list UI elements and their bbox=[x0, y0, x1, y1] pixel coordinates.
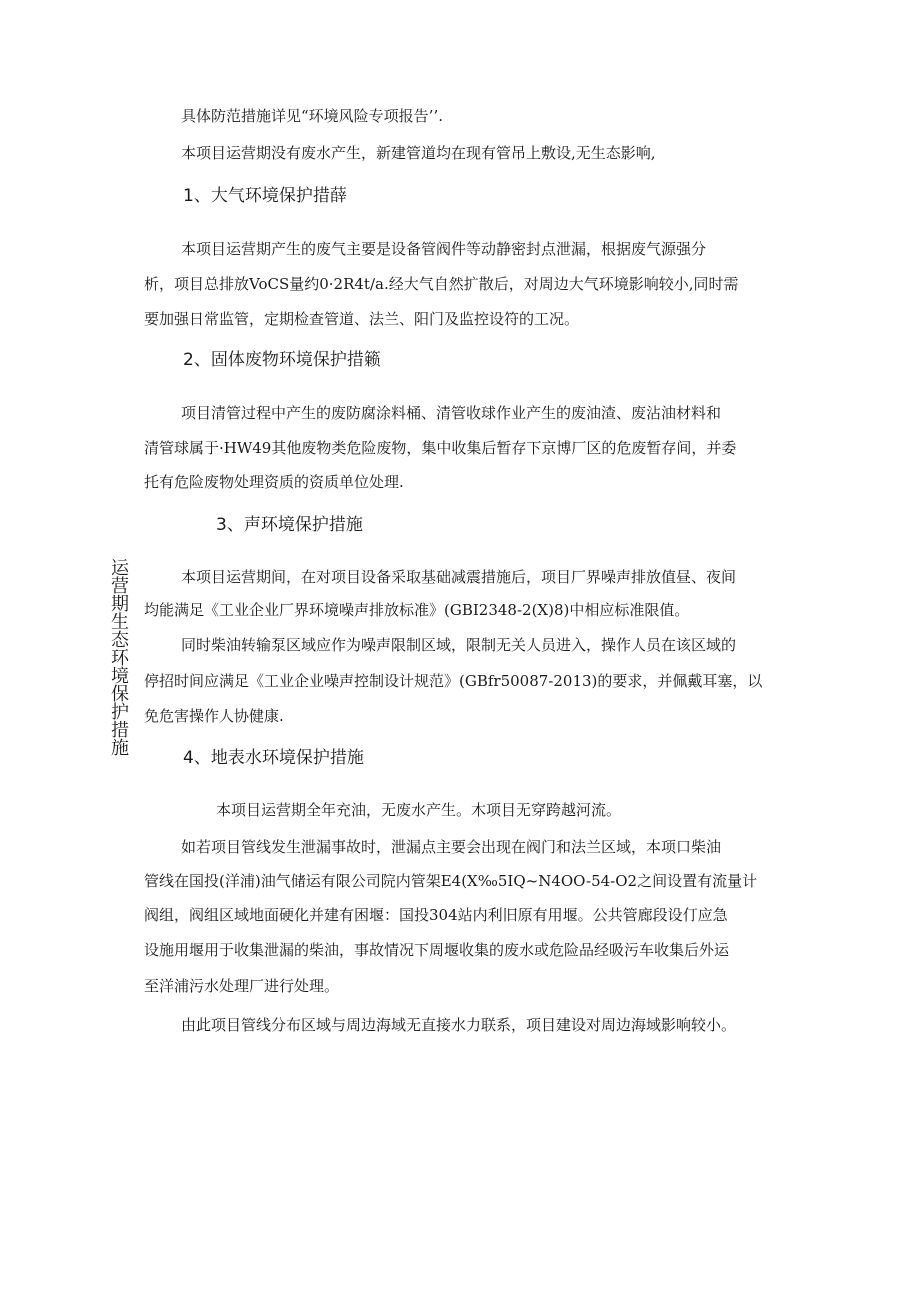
water-paragraph-line-2: 如若项目管线发生泄漏事故时，泄漏点主要会出现在阀门和法兰区域，本项口柴油 bbox=[181, 838, 722, 856]
section-heading-solid-waste: 2、固体废物环境保护措籁 bbox=[183, 350, 381, 370]
intro-line-1: 具体防范措施详见“环境风险专项报告’’. bbox=[181, 107, 443, 125]
noise-paragraph-line-1: 本项目运营期间，在对项目设备采取基础减震措施后，项目厂界噪声排放值昼、夜间 bbox=[181, 568, 737, 586]
water-paragraph-line-6: 至洋浦污水处理厂进行处理。 bbox=[144, 977, 340, 995]
noise-paragraph-line-4: 停招时间应满足《工业企业噪声控制设计规范》(GBfr50087-2013)的要求，并佩戴耳塞，以 bbox=[144, 672, 763, 690]
water-paragraph-line-5: 设施用堰用于收集泄漏的柴油，事故情况下周堰收集的废水或危险品经吸污车收集后外运 bbox=[144, 941, 730, 959]
side-label-vertical: 运营期生态环境保护措施 bbox=[108, 558, 129, 756]
waste-paragraph-line-3: 托有危险废物处理资质的资质单位处理. bbox=[144, 473, 404, 491]
air-paragraph-line-2: 析，项目总排放VoCS量约0·2R4t∕a.经大气自然扩散后，对周边大气环境影响较小,同时需 bbox=[144, 275, 739, 293]
noise-paragraph-line-2: 均能满足《工业企业厂界环境噪声排放标准》(GBI2348-2(X)8)中相应标准限值。 bbox=[144, 601, 690, 619]
section-heading-noise: 3、声环境保护措施 bbox=[216, 515, 363, 535]
waste-paragraph-line-2: 清管球属于·HW49其他废物类危险废物，集中收集后暂存下京博厂区的危废暂存间，并委 bbox=[144, 439, 737, 457]
intro-line-2: 本项目运营期没有废水产生，新建管道均在现有管吊上敷设,无生态影响, bbox=[181, 144, 656, 162]
water-paragraph-line-3: 管线在国投(洋浦)油气储运有限公司院内管架E4(X‰5IQ~N4OO-54-O2之间设置有流量计 bbox=[144, 872, 758, 890]
air-paragraph-line-3: 要加强日常监管，定期检查管道、法兰、阳门及监控设符的工况。 bbox=[144, 310, 580, 328]
water-paragraph-line-7: 由此项目管线分布区域与周边海域无直接水力联系，项目建设对周边海域影响较小。 bbox=[181, 1016, 737, 1034]
noise-paragraph-line-3: 同时柴油转输泵区域应作为噪声限制区域，限制无关人员进入，操作人员在该区域的 bbox=[181, 636, 737, 654]
waste-paragraph-line-1: 项目清管过程中产生的废防腐涂料桶、清管收球作业产生的废油渣、废沾油材料和 bbox=[181, 404, 722, 422]
section-heading-surface-water: 4、地表水环境保护措施 bbox=[183, 748, 364, 768]
noise-paragraph-line-5: 免危害操作人协健康. bbox=[144, 707, 284, 725]
section-heading-air: 1、大气环境保护措薛 bbox=[183, 186, 347, 206]
water-paragraph-line-4: 阀组，阀组区域地面硬化并建有困堰：国投304站内利旧原有用堰。公共管廊段设仃应急 bbox=[144, 906, 728, 924]
air-paragraph-line-1: 本项目运营期产生的废气主要是设备管阀件等动静密封点泄漏，根据废气源强分 bbox=[181, 240, 707, 258]
water-paragraph-line-1: 本项目运营期全年充油，无废水产生。木项目无穿跨越河流。 bbox=[216, 801, 622, 819]
